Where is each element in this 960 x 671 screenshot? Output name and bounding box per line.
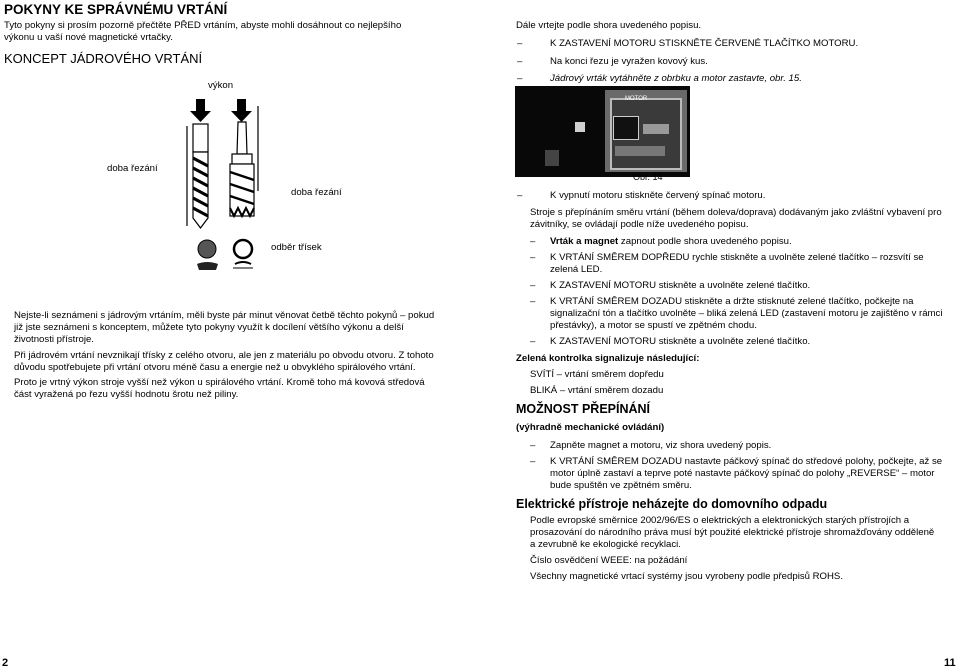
page-number-left: 2 xyxy=(2,657,9,669)
step-drill-magnet xyxy=(550,236,792,248)
para1-line2: již jste seznámeni s konceptem, můžete tyto pokyny využít k docílení většího výkonu a delší xyxy=(14,322,404,333)
mech-step-2-line3: bude spuštěn ve zpětném směru. xyxy=(550,480,692,491)
dash: – xyxy=(530,296,536,307)
indicator-blink: BLIKÁ – vrtání směrem dozadu xyxy=(530,385,664,396)
page-number-right: 11 xyxy=(944,657,956,669)
dash: – xyxy=(517,56,523,67)
drill-magnet-rest: zapnout podle shora uvedeného popisu. xyxy=(618,236,792,247)
para1-line3: životnosti přístroje. xyxy=(14,334,94,345)
dash: – xyxy=(530,280,536,291)
label-vykon: výkon xyxy=(208,80,234,91)
reverse-line2: signalizační tón a tlačítko uvolněte – bliká zelená LED (zastavení motoru je zajištěno v rámci xyxy=(550,308,943,319)
para3-line1: Proto je vrtný výkon stroje vyšší než výkon u spirálového vrtání. Kromě toho má kovová středová xyxy=(14,377,425,388)
switch-option-subtitle: (výhradně mechanické ovládání) xyxy=(516,422,665,433)
para2-line1: Při jádrovém vrtání nevznikají třísky z celého otvoru, ale jen z materiálu po obvodu otvoru. Z tohoto xyxy=(14,350,434,361)
switch-option-title: MOŽNOST PŘEPÍNÁNÍ xyxy=(516,402,651,416)
motor-switch-photo xyxy=(515,86,690,177)
mech-step-2-line1: K VRTÁNÍ SMĚREM DOZADU nastavte páčkový spínač do středové polohy, počkejte, až se xyxy=(550,456,943,467)
dash: – xyxy=(517,73,523,84)
dash: – xyxy=(530,236,536,247)
dash: – xyxy=(517,38,523,49)
para2-line2: důvodu spotřebujete při vrtání otvoru méně času a energie než u obvyklého spirálového vrtání. xyxy=(14,362,416,373)
step-pull-out: Jádrový vrták vytáhněte z obrbku a motor zastavte, obr. 15. xyxy=(550,73,802,84)
page-heading: POKYNY KE SPRÁVNÉMU VRTÁNÍ xyxy=(4,2,228,17)
disposal-line1: Podle evropské směrnice 2002/96/ES o elektrických a elektronických starých přístrojích a xyxy=(530,515,910,526)
dash: – xyxy=(530,440,536,451)
mech-step-1: Zapněte magnet a motoru, viz shora uvedený popis. xyxy=(550,440,772,451)
intro-line-2: výkonu u vaší nové magnetické vrtačky. xyxy=(4,32,173,43)
para1-line1: Nejste-li seznámeni s jádrovým vrtáním, měli byste pár minut věnovat četbě těchto pokynů – pokud xyxy=(14,310,435,321)
disposal-line3: a zevrubně ke ekologické recyklaci. xyxy=(530,539,681,550)
figure-caption: Obr. 14 xyxy=(633,172,663,182)
section-heading: KONCEPT JÁDROVÉHO VRTÁNÍ xyxy=(4,51,203,66)
reverse-line1: K VRTÁNÍ SMĚREM DOZADU stiskněte a držte stisknuté zelené tlačítko, počkejte na xyxy=(550,296,914,307)
dash: – xyxy=(530,336,536,347)
dash: – xyxy=(530,252,536,263)
forward-line1: K VRTÁNÍ SMĚREM DOPŘEDU rychle stiskněte a uvolněte zelené tlačítko – rozsvítí se xyxy=(550,252,924,263)
motor-label: MOTOR xyxy=(625,96,648,102)
step-stop-motor: K ZASTAVENÍ MOTORU STISKNĚTE ČERVENÉ TLAČÍTKO MOTORU. xyxy=(550,38,859,49)
reverse-line3: přestávky), a motor se spustí ve zpětném chodu. xyxy=(550,320,757,331)
mech-step-2-line2: motor úplně zastaví a teprve poté nastavte páčkový spínač do polohy „REVERSE“ – motor xyxy=(550,468,935,479)
label-doba-rezani-1: doba řezání xyxy=(107,163,158,174)
indicator-title: Zelená kontrolka signalizuje následující: xyxy=(516,353,700,364)
step-end-cut: Na konci řezu je vyražen kovový kus. xyxy=(550,56,708,67)
para3-line2: část vyražená po řezu vyšší hodnotu šrotu než piliny. xyxy=(14,389,239,400)
dash: – xyxy=(517,190,523,201)
forward-line2: zelená LED. xyxy=(550,264,603,275)
intro-line-1: Tyto pokyny si prosím pozorně přečtěte PŘED vrtáním, abyste mohli dosáhnout co nejlepšího xyxy=(4,20,402,31)
disposal-title: Elektrické přístroje neházejte do domovního odpadu xyxy=(516,497,828,511)
weee-number: Číslo osvědčení WEEE: na požádání xyxy=(530,555,688,566)
disposal-line2: prosazování do národního práva musí být použité elektrické přístroje shromažďovány odděleně xyxy=(530,527,935,538)
rohs-statement: Všechny magnetické vrtací systémy jsou vyrobeny podle předpisů ROHS. xyxy=(530,571,844,582)
drill-comparison-illustration xyxy=(180,96,280,276)
bullet-red-switch: K vypnutí motoru stiskněte červený spínač motoru. xyxy=(550,190,766,201)
right-intro: Dále vrtejte podle shora uvedeného popisu. xyxy=(516,20,702,31)
stop-motor-green-2: K ZASTAVENÍ MOTORU stiskněte a uvolněte zelené tlačítko. xyxy=(550,336,811,347)
stop-motor-green-1: K ZASTAVENÍ MOTORU stiskněte a uvolněte zelené tlačítko. xyxy=(550,280,811,291)
switch-desc-line1: Stroje s přepínáním směru vrtání (během doleva/doprava) dodávaným jako zvláštní vybavení pro xyxy=(530,207,942,218)
indicator-on: SVÍTÍ – vrtání směrem dopředu xyxy=(530,369,664,380)
label-doba-rezani-2: doba řezání xyxy=(291,187,342,198)
drill-magnet-bold: Vrták a magnet xyxy=(550,236,619,247)
dash: – xyxy=(530,456,536,467)
label-odber-trisek: odběr třísek xyxy=(271,242,322,253)
switch-desc-line2: závitníky, se ovládají podle níže uvedeného popisu. xyxy=(530,219,749,230)
